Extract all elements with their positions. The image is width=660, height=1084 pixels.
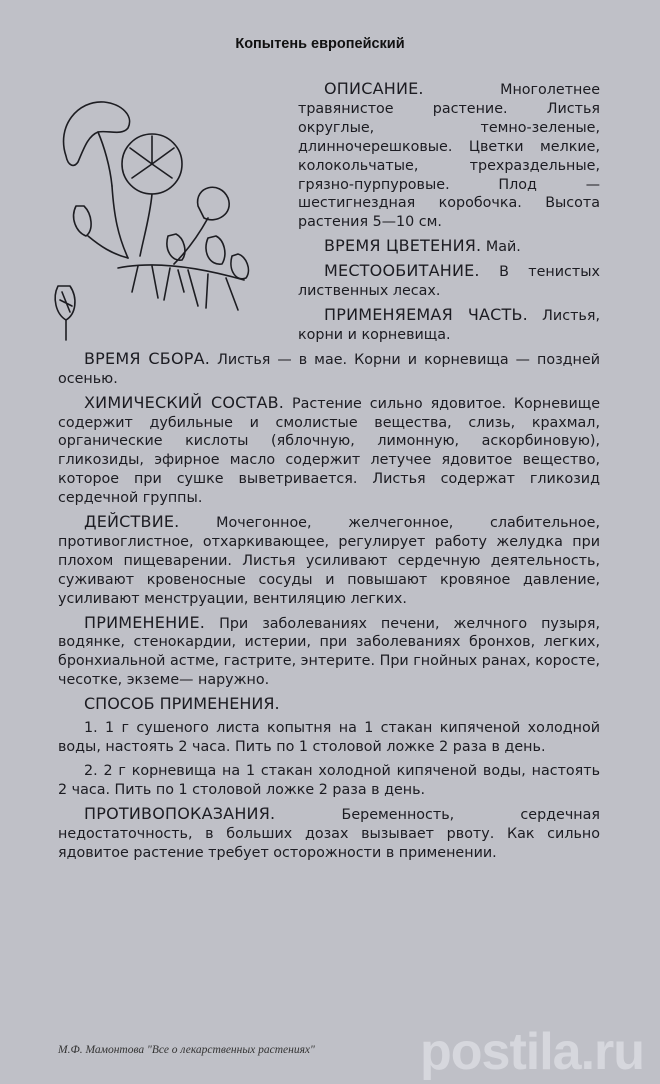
section-action bbox=[58, 513, 600, 609]
section-heading: ПРИМЕНЯЕМАЯ ЧАСТЬ. bbox=[324, 304, 528, 324]
illustration-spacer bbox=[58, 80, 298, 342]
section-text: Мочегонное, желчегонное, слабительное, противоглистное, отхаркивающее, регулирует работу желудка при плохом пищеварении. Листья усиливают сердечную деятельность, суживают кровеносные сосуды и повышают кровяное давление, усиливают менструации, вентиляцию легких. bbox=[58, 515, 600, 607]
section-text: В тенистых лиственных лесах. bbox=[298, 264, 600, 300]
section-heading: МЕСТООБИТАНИЕ. bbox=[324, 261, 480, 281]
section-heading: ПРОТИВОПОКАЗАНИЯ. bbox=[84, 803, 276, 823]
section-method-heading: СПОСОБ ПРИМЕНЕНИЯ. bbox=[84, 694, 280, 714]
section-harvest-time bbox=[58, 350, 600, 389]
section-heading: ХИМИЧЕСКИЙ СОСТАВ. bbox=[84, 392, 285, 412]
section-text: Листья, корни и корневища. bbox=[298, 307, 600, 343]
section-heading: ПРИМЕНЕНИЕ. bbox=[84, 612, 206, 632]
section-text: Многолетнее травянистое растение. Листья округлые, темно-зеленые, длинночерешковые. Цветки мелкие, колокольчатые, трехраздельные, грязно-пурпуровые. Плод — шестигнездная коробочка. Высота растения 5—10 см. bbox=[298, 82, 600, 231]
section-heading: ОПИСАНИЕ. bbox=[324, 79, 424, 98]
section-heading: ВРЕМЯ ЦВЕТЕНИЯ. bbox=[324, 236, 482, 256]
page-title: Копытень европейский bbox=[235, 36, 405, 52]
section-contraindications bbox=[58, 805, 600, 863]
method-item-2: 2. 2 г корневища на 1 стакан холодной кипяченой воды, настоять 2 часа. Пить по 1 столовой ложке 2 раза в день. bbox=[58, 762, 600, 798]
section-chemistry bbox=[58, 394, 600, 508]
section-text: Растение сильно ядовитое. Корневище содержит дубильные и смолистые вещества, слизь, крахмал, органические кислоты (яблочную, лимонную, аскорбиновую), гликозиды, эфирное масло содержит летучее ядовитое вещество, которое при сушке выветривается. Листья содержат гликозид сердечной группы. bbox=[58, 395, 600, 507]
method-item-1: 1. 1 г сушеного листа копытня на 1 стакан кипяченой холодной воды, настоять 2 часа. Пить по 1 столовой ложке 2 раза в день. bbox=[58, 720, 600, 755]
section-heading: ВРЕМЯ СБОРА. bbox=[84, 348, 211, 368]
section-text: Листья — в мае. Корни и корневища — поздней осенью. bbox=[58, 351, 600, 387]
section-heading: ДЕЙСТВИЕ. bbox=[84, 512, 180, 532]
section-text: Беременность, сердечная недостаточность, в больших дозах вызывает рвоту. Как сильно ядовитое растение требует осторожности в применении. bbox=[58, 806, 600, 861]
section-usage bbox=[58, 614, 600, 691]
source-credit: М.Ф. Мамонтова "Все о лекарственных растениях" bbox=[58, 1044, 315, 1056]
article-body bbox=[58, 80, 600, 862]
watermark: postila.ru bbox=[420, 1023, 645, 1081]
section-text: Май. bbox=[481, 239, 521, 256]
section-text: При заболеваниях печени, желчного пузыря, водянке, стенокардии, истерии, при заболеваниях бронхов, легких, бронхиальной астме, гастрите, энтерите. При гнойных ранах, коросте, чесотке, экземе— наружно. bbox=[58, 615, 600, 689]
